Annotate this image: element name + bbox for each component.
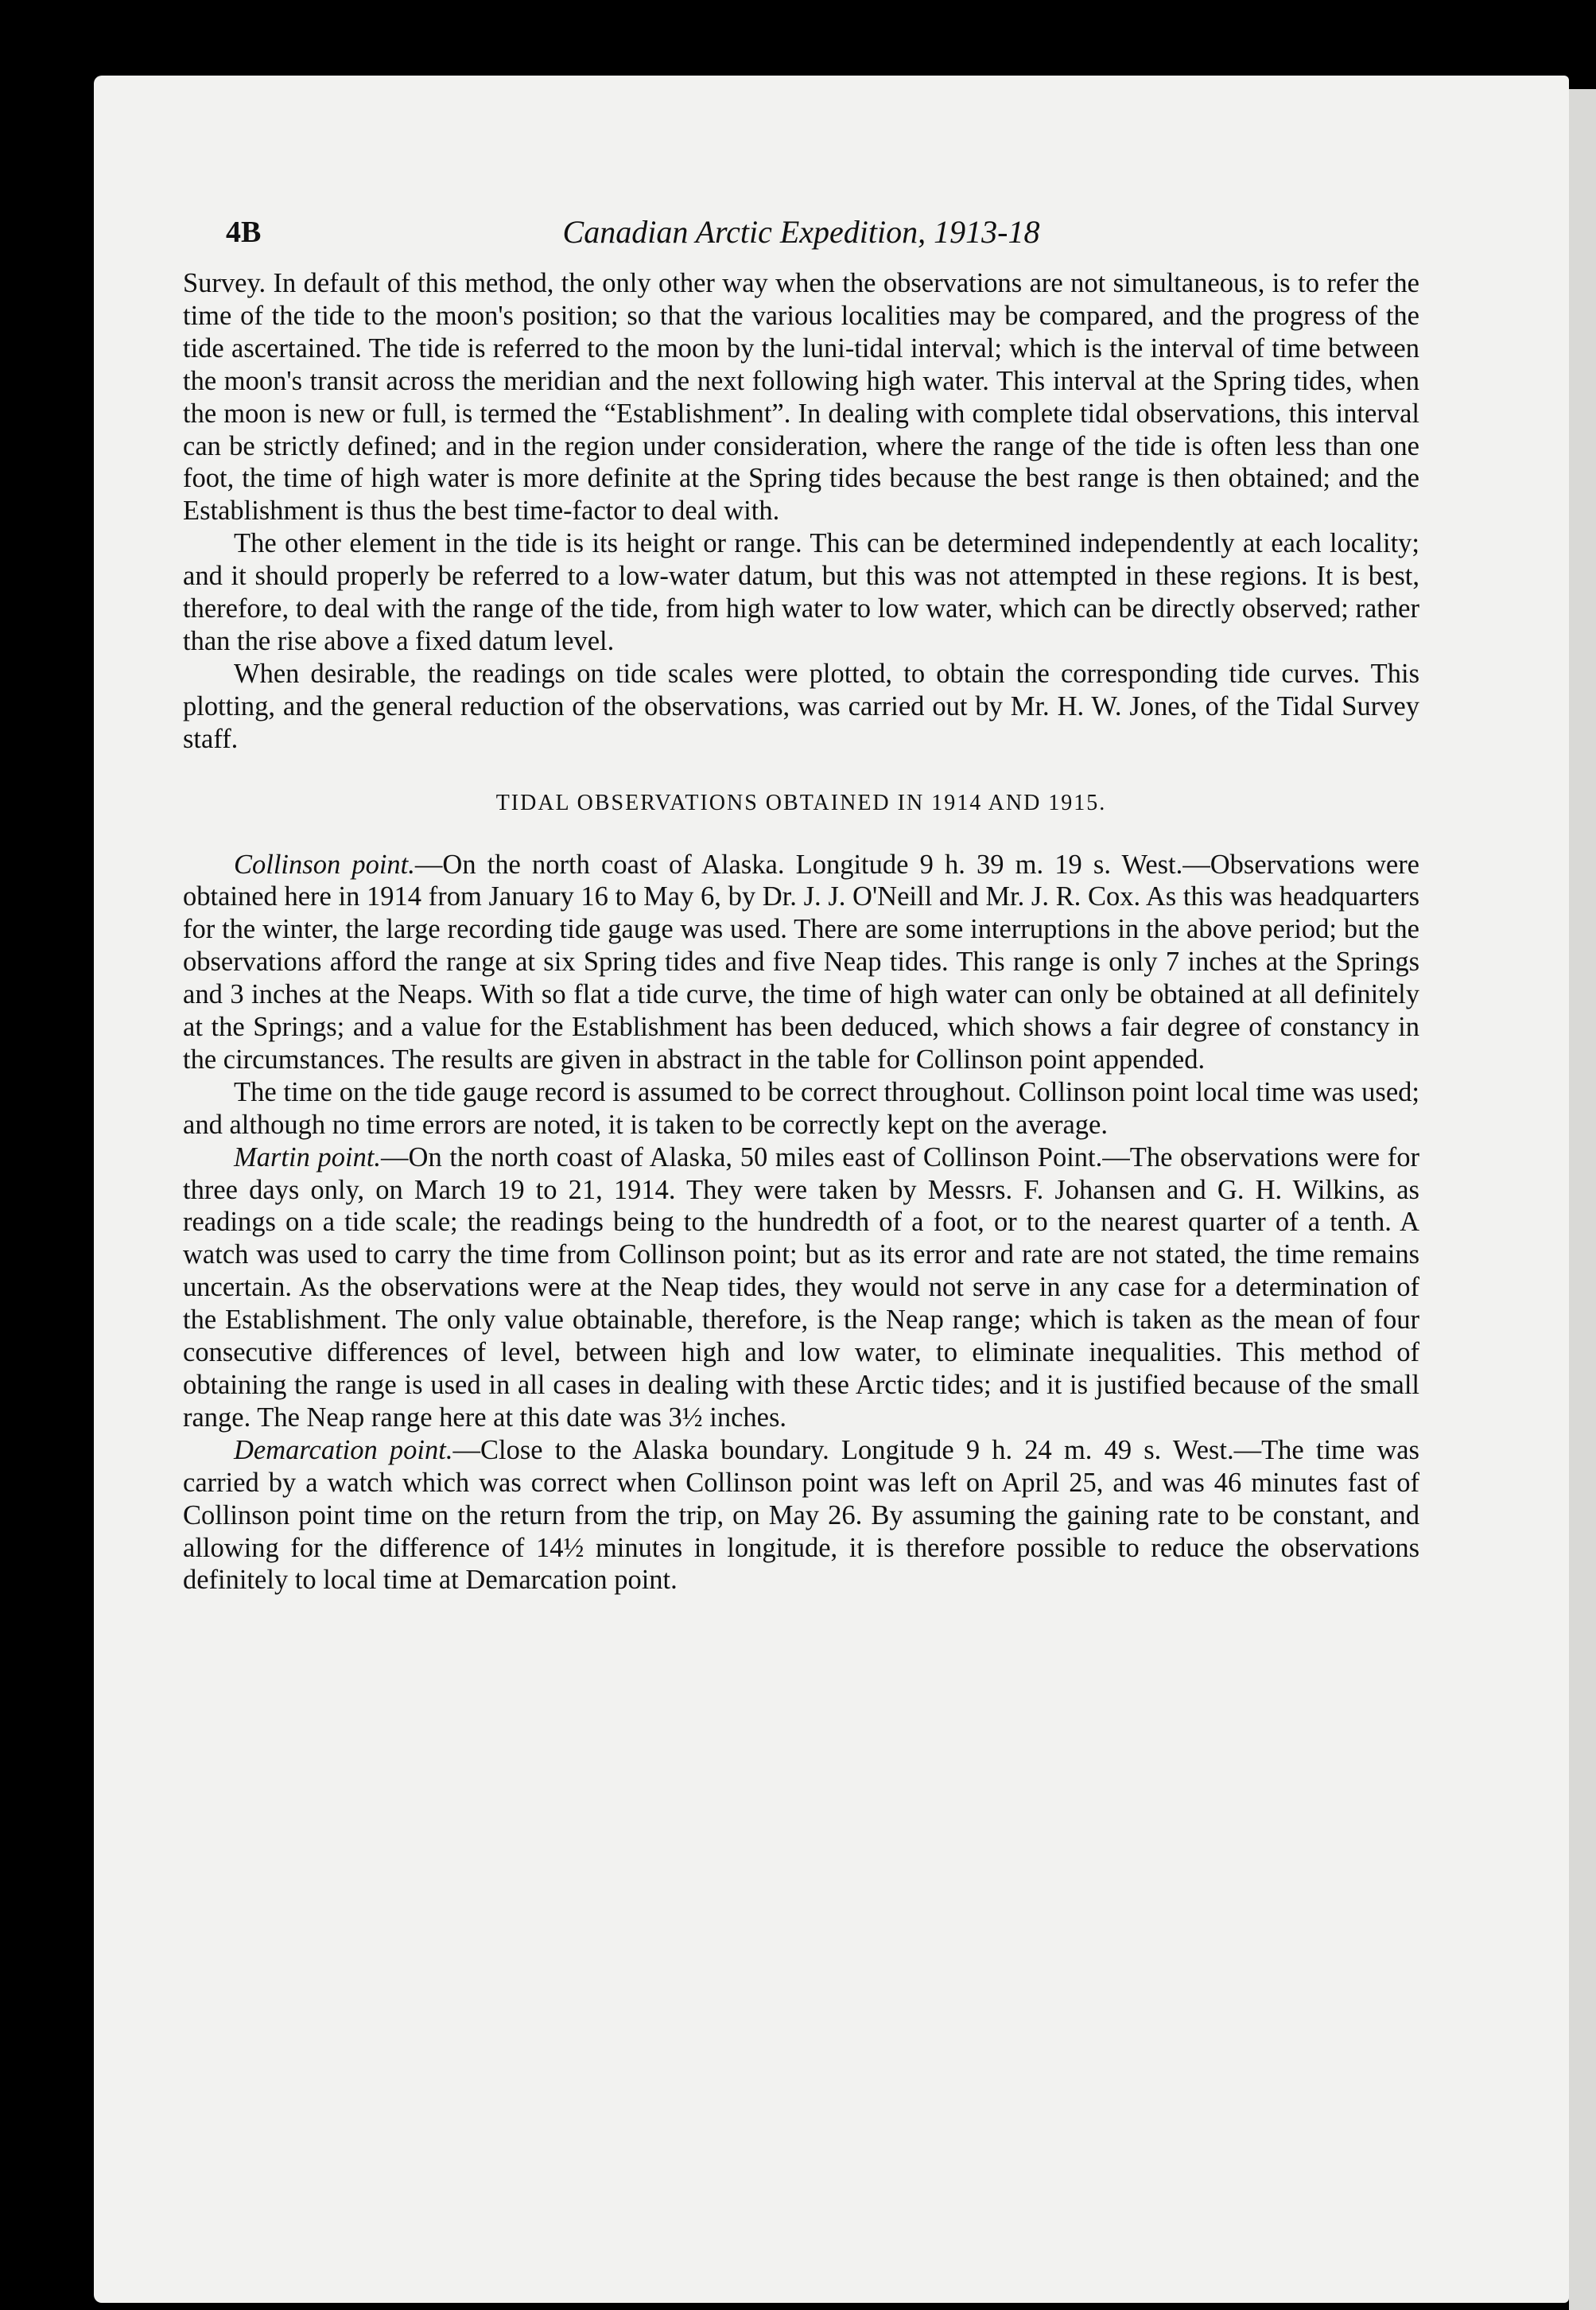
- intro-paragraph-1: Survey. In default of this method, the only other way when the observations are not simultaneous, is to refer the time of the tide to the moon's position; so that the various localities may be compared, and the progress of the tide ascertained. The tide is referred to the moon by the luni-tidal interval; which is the interval of time between the moon's transit across the meridian and the next following high water. This interval at the Spring tides, when the moon is new or full, is termed the “Establishment”. In dealing with complete tidal observations, this interval can be strictly defined; and in the region under consideration, where the range of the tide is often less than one foot, the time of high water is more definite at the Spring tides because the best range is then obtained; and the Establishment is thus the best time-factor to deal with.: [183, 268, 1419, 527]
- collinson-time-paragraph: The time on the tide gauge record is assumed to be correct throughout. Collinson point local time was used; and although no time errors are noted, it is taken to be correctly kept on the average.: [183, 1076, 1419, 1140]
- page-header: [183, 216, 1419, 267]
- collinson-point-paragraph: [183, 849, 1419, 1076]
- running-title: Canadian Arctic Expedition, 1913-18: [562, 214, 1040, 250]
- demarcation-point-name: Demarcation point.: [234, 1434, 453, 1465]
- page-number: 4B: [226, 216, 262, 249]
- martin-point-name: Martin point.: [234, 1141, 382, 1172]
- intro-paragraph-2: The other element in the tide is its height or range. This can be determined independently at each locality; and it should properly be referred to a low-water datum, but this was not attempted in these regions. It is best, therefore, to deal with the range of the tide, from high water to low water, which can be directly observed; rather than the rise above a fixed datum level.: [183, 528, 1419, 656]
- collinson-point-name: Collinson point.: [234, 849, 415, 880]
- martin-point-text: —On the north coast of Alaska, 50 miles east of Collinson Point.—The observations were for three days only, on March 19 to 21, 1914. They were taken by Messrs. F. Johansen and G. H. Wilkins, as readings on a tide scale; the readings being to the hundredth of a foot, or to the nearest quarter of a tenth. A watch was used to carry the time from Collinson point; but as its error and rate are not stated, the time remains uncertain. As the observations were at the Neap tides, they would not serve in any case for a determination of the Establishment. The only value obtainable, therefore, is the Neap range; which is taken as the mean of four consecutive differences of level, between high and low water, to eliminate inequalities. This method of obtaining the range is used in all cases in dealing with these Arctic tides; and it is justified because of the small range. The Neap range here at this date was 3½ inches.: [183, 1141, 1419, 1433]
- section-heading: TIDAL OBSERVATIONS OBTAINED IN 1914 AND 1915.: [495, 790, 1107, 815]
- page-content: [183, 216, 1419, 1596]
- collinson-point-text: —On the north coast of Alaska. Longitude 9 h. 39 m. 19 s. West.—Observations were obtained here in 1914 from January 16 to May 6, by Dr. J. J. O'Neill and Mr. J. R. Cox. As this was headquarters for the winter, the large recording tide gauge was used. There are some interruptions in the above period; but the observations afford the range at six Spring tides and five Neap tides. This range is only 7 inches at the Springs and 3 inches at the Neaps. With so flat a tide curve, the time of high water can only be obtained at all definitely at the Springs; and a value for the Establishment has been deduced, which shows a fair degree of constancy in the circumstances. The results are given in abstract in the table for Collinson point appended.: [183, 849, 1419, 1075]
- martin-point-paragraph: [183, 1141, 1419, 1434]
- intro-paragraph-3: When desirable, the readings on tide scales were plotted, to obtain the corresponding tide curves. This plotting, and the general reduction of the observations, was carried out by Mr. H. W. Jones, of the Tidal Survey staff.: [183, 658, 1419, 754]
- facing-page-edge: [1569, 89, 1596, 2310]
- demarcation-point-text: —Close to the Alaska boundary. Longitude 9 h. 24 m. 49 s. West.—The time was carried by a watch which was correct when Collinson point was left on April 25, and was 46 minutes fast of Collinson point time on the return from the trip, on May 26. By assuming the gaining rate to be constant, and allowing for the difference of 14½ minutes in longitude, it is therefore possible to reduce the observations definitely to local time at Demarcation point.: [183, 1434, 1419, 1596]
- demarcation-point-paragraph: [183, 1434, 1419, 1597]
